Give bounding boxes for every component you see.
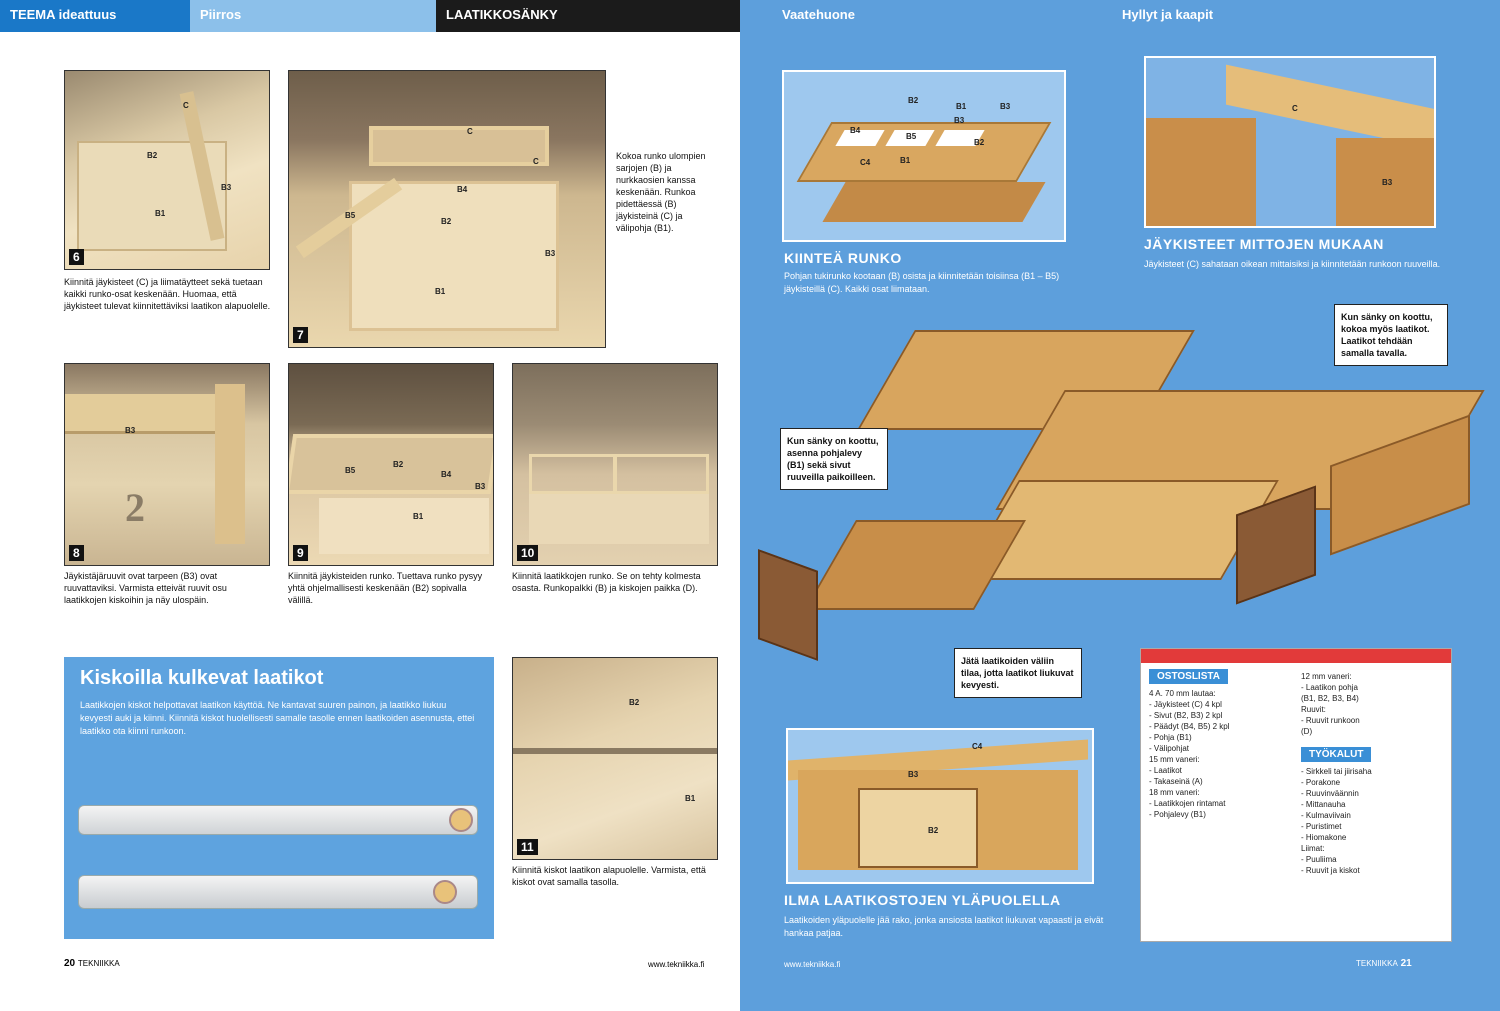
diagram-text: Jäykisteet (C) sahataan oikean mittaisiksi ja kiinnitetään runkoon ruuveilla. (1144, 259, 1441, 269)
header-tab-vaatehuone[interactable]: Vaatehuone (782, 7, 855, 22)
caption-step-6: Kiinnitä jäykisteet (C) ja liimatäytteet sekä tuetaan kaikki runko-osat keskenään. Huomaa, että jäykisteet tulevat kiinnitettäviksi laatikon alapuolelle. (64, 277, 271, 311)
callout-bubble: Jätä laatikoiden väliin tilaa, jotta laatikot liukuvat kevyesti. (954, 648, 1082, 698)
caption-step-9: Kiinnitä jäykisteiden runko. Tuettava runko pysyy yhtä ohjelmallisesti keskenään (B2) sopivalla välillä. (288, 571, 483, 605)
caption-step-10: Kiinnitä laatikkojen runko. Se on tehty kolmesta osasta. Runkopalkki (B) ja kiskojen paikka (D). (512, 571, 701, 593)
shopping-list (1140, 648, 1452, 942)
caption-step-11: Kiinnitä kiskot laatikon alapuolelle. Varmista, että kiskot ovat samalla tasolla. (512, 865, 706, 887)
tools-title: TYÖKALUT (1301, 747, 1371, 762)
shopping-list-title: OSTOSLISTA (1149, 669, 1228, 684)
callout-bubble: Kun sänky on koottu, kokoa myös laatikot. Laatikot tehdään samalla tavalla. (1334, 304, 1448, 366)
header-tab-laatikkosanky[interactable]: LAATIKKOSÄNKY (436, 0, 740, 32)
caption-step-8: Jäykistäjäruuvit ovat tarpeen (B3) ovat ruuvattaviksi. Varmista etteivät ruuvit osu laatikkojen kiskoihin ja näy ulospäin. (64, 571, 227, 605)
step-number: 9 (293, 545, 308, 561)
diagram-text: Pohjan tukirunko kootaan (B) osista ja kiinnitetään toisiinsa (B1 – B5) jäykisteillä (C). Kaikki osat liimataan. (784, 271, 1060, 294)
exploded-drawer (804, 520, 1026, 610)
page-number-left: 20 TEKNIIKKA (64, 958, 120, 969)
rails-info-box (64, 657, 494, 939)
step-number: 8 (69, 545, 84, 561)
shopping-column: 12 mm vaneri: - Laatikon pohja (B1, B2, B3, B4) Ruuvit: - Ruuvit runkoon (D) TYÖKALUT - Sirkkeli tai jiirisaha - Porakone - Ruuvinväännin - Mittanauha - Kulmaviivain - Puristimet - Hiomakone Liimat: - Puuliima - Ruuvit ja kiskot (1301, 672, 1372, 875)
diagram-title: KIINTEÄ RUNKO (784, 250, 902, 266)
step-number: 10 (517, 545, 538, 561)
header-tab-piirros[interactable]: Piirros (190, 0, 436, 32)
drawer-rail-image (78, 875, 478, 909)
photo-step-7: C C B4 B2 B5 B3 B1 7 (288, 70, 606, 348)
footer-url-right[interactable]: www.tekniikka.fi (784, 960, 841, 969)
shopping-list-header-stripe (1141, 649, 1451, 663)
footer-url-left[interactable]: www.tekniikka.fi (648, 960, 705, 969)
rails-text: Laatikkojen kiskot helpottavat laatikon käyttöä. Ne kantavat suuren painon, ja laatikko liukuu kevyesti auki ja kiinni. Kiinnitä kiskot huolellisesti samalle tasolle ennen laatikoiden asennusta, ettei laatikko ota kiinni runkoon. (80, 700, 475, 736)
caption-step-7: Kokoa runko ulompien sarjojen (B) ja nurkkaosien kanssa keskenään. Runkoa pidettäessä (B) jäykisteinä (C) ja välipohja (B1). (616, 151, 706, 233)
photo-step-9: B5 B2 B4 B1 B3 9 (288, 363, 494, 566)
header-tab-hyllyt[interactable]: Hyllyt ja kaapit (1122, 7, 1214, 22)
page-number-right: TEKNIIKKA 21 (1356, 958, 1412, 969)
photo-step-11: B2 B1 11 (512, 657, 718, 860)
step-number: 7 (293, 327, 308, 343)
diagram-fixed-frame: B2 B1 B3 B3 B4 B5 B2 C4 B1 (782, 70, 1066, 242)
header-tab-teema[interactable]: TEEMA ideattuus (0, 0, 190, 32)
callout-bubble: Kun sänky on koottu, asenna pohjalevy (B1) sekä sivut ruuveilla paikoilleen. (780, 428, 888, 490)
rails-title: Kiskoilla kulkevat laatikot (80, 667, 324, 689)
left-page (0, 0, 740, 1011)
diagram-air-gap: C4 B3 B2 (786, 728, 1094, 884)
diagram-title: JÄYKISTEET MITTOJEN MUKAAN (1144, 236, 1384, 252)
diagram-stiffeners: C B3 (1144, 56, 1436, 228)
photo-step-6: C B2 B3 B1 6 (64, 70, 270, 270)
diagram-text: Laatikoiden yläpuolelle jää rako, jonka ansiosta laatikot liukuvat vapaasti ja eivät hankaa patjaa. (784, 915, 1104, 938)
step-number: 11 (517, 839, 538, 855)
diagram-title: ILMA LAATIKOSTOJEN YLÄPUOLELLA (784, 892, 1061, 908)
shopping-column: OSTOSLISTA 4 A. 70 mm lautaa: - Jäykisteet (C) 4 kpl - Sivut (B2, B3) 2 kpl - Päädyt (B4, B5) 2 kpl - Pohja (B1) - Välipohjat 15 mm vaneri: - Laatikot - Takaseinä (A) 18 mm vaneri: - Laatikkojen rintamat - Pohjalevy (B1) (1149, 671, 1230, 819)
drawer-rail-image (78, 805, 478, 835)
photo-step-8: 2 B3 8 (64, 363, 270, 566)
step-number: 6 (69, 249, 84, 265)
photo-step-10 (512, 363, 718, 566)
exploded-drawer-front (758, 549, 818, 661)
